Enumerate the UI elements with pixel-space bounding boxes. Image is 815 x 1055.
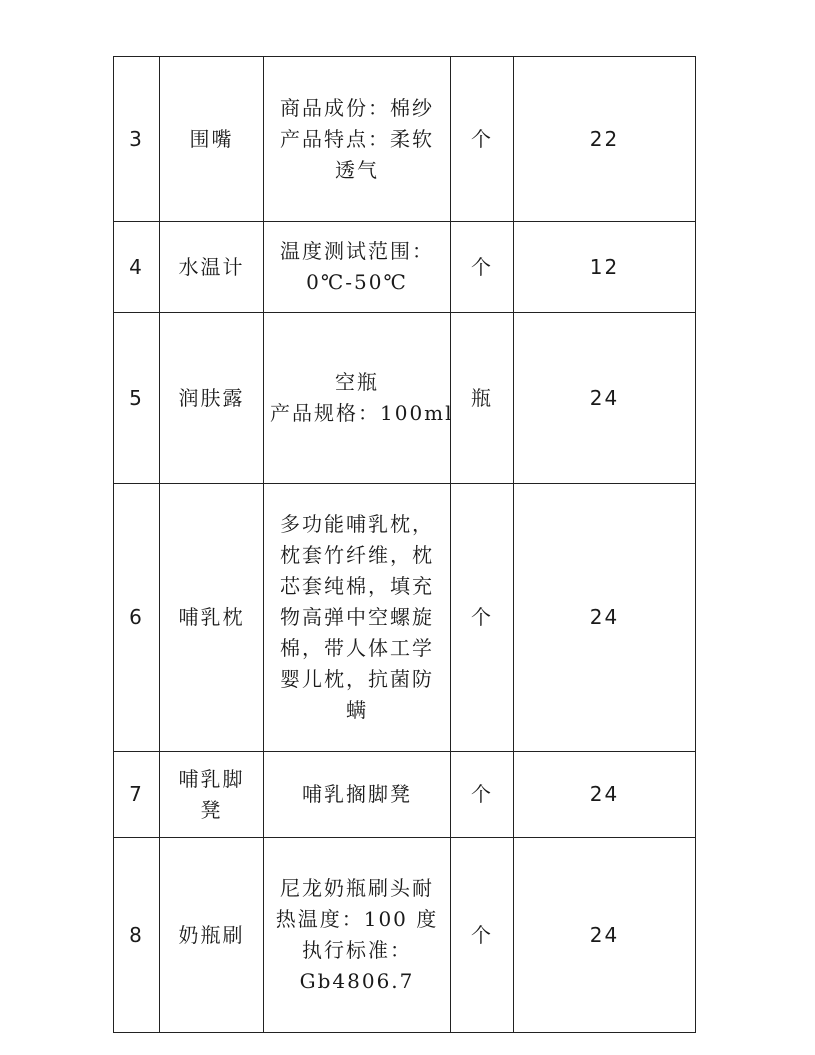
description-line: 热温度：100 度 bbox=[275, 907, 439, 931]
unit: 个 bbox=[451, 838, 514, 1033]
product-name-line: 围嘴 bbox=[189, 126, 234, 151]
unit: 个 bbox=[451, 222, 514, 313]
quantity: 24 bbox=[514, 313, 696, 484]
product-description bbox=[264, 313, 454, 484]
product-name-line: 哺乳枕 bbox=[178, 605, 245, 629]
description-line: 尼龙奶瓶刷头耐 bbox=[280, 876, 434, 900]
product-description bbox=[264, 484, 451, 752]
unit: 瓶 bbox=[451, 313, 514, 484]
quantity: 12 bbox=[514, 222, 696, 313]
table-row bbox=[114, 222, 696, 313]
table-body bbox=[114, 57, 696, 1033]
product-name bbox=[160, 484, 264, 752]
description-line: 产品规格：100ml bbox=[270, 401, 454, 425]
table-row bbox=[114, 484, 696, 752]
product-name-line: 奶瓶刷 bbox=[178, 922, 245, 947]
description-line: 哺乳搁脚凳 bbox=[302, 782, 412, 806]
table-row bbox=[114, 57, 696, 222]
unit: 个 bbox=[451, 752, 514, 838]
product-name-line: 润肤露 bbox=[178, 385, 245, 410]
description-line: 婴儿枕，抗菌防 bbox=[280, 667, 434, 691]
description-line: 产品特点：柔软 bbox=[280, 126, 434, 151]
row-number: 7 bbox=[114, 752, 160, 838]
product-name-line: 凳 bbox=[200, 797, 223, 822]
description-line: 商品成份：棉纱 bbox=[280, 95, 434, 120]
row-number: 5 bbox=[114, 313, 160, 484]
unit: 个 bbox=[451, 57, 514, 222]
description-line: 棉，带人体工学 bbox=[280, 636, 434, 660]
product-name bbox=[160, 57, 264, 222]
row-number: 3 bbox=[114, 57, 160, 222]
description-line: 透气 bbox=[335, 157, 379, 182]
table-row bbox=[114, 752, 696, 838]
product-spec-table bbox=[113, 56, 696, 1033]
description-line: Gb4806.7 bbox=[299, 969, 415, 993]
description-line: 多功能哺乳枕， bbox=[280, 512, 434, 536]
product-name bbox=[160, 838, 264, 1033]
description-line: 物高弹中空螺旋 bbox=[280, 605, 434, 629]
product-description bbox=[264, 752, 451, 838]
row-number: 8 bbox=[114, 838, 160, 1033]
product-name bbox=[160, 313, 264, 484]
table-row bbox=[114, 838, 696, 1033]
quantity: 24 bbox=[514, 484, 696, 752]
description-line: 螨 bbox=[346, 698, 368, 722]
description-line: 执行标准： bbox=[302, 938, 412, 962]
description-line: 枕套竹纤维，枕 bbox=[280, 543, 434, 567]
description-line: 芯套纯棉，填充 bbox=[280, 574, 434, 598]
unit: 个 bbox=[451, 484, 514, 752]
description-line: 空瓶 bbox=[335, 370, 379, 394]
product-name-line: 哺乳脚 bbox=[178, 766, 245, 791]
product-description bbox=[264, 57, 451, 222]
product-description bbox=[264, 222, 451, 313]
quantity: 24 bbox=[514, 838, 696, 1033]
row-number: 4 bbox=[114, 222, 160, 313]
quantity: 24 bbox=[514, 752, 696, 838]
product-name bbox=[160, 752, 264, 838]
description-line: 温度测试范围： bbox=[280, 239, 434, 263]
row-number: 6 bbox=[114, 484, 160, 752]
product-name bbox=[160, 222, 264, 313]
table-row bbox=[114, 313, 696, 484]
quantity: 22 bbox=[514, 57, 696, 222]
description-line: 0℃-50℃ bbox=[306, 270, 408, 294]
product-description bbox=[264, 838, 451, 1033]
product-name-line: 水温计 bbox=[178, 254, 245, 279]
